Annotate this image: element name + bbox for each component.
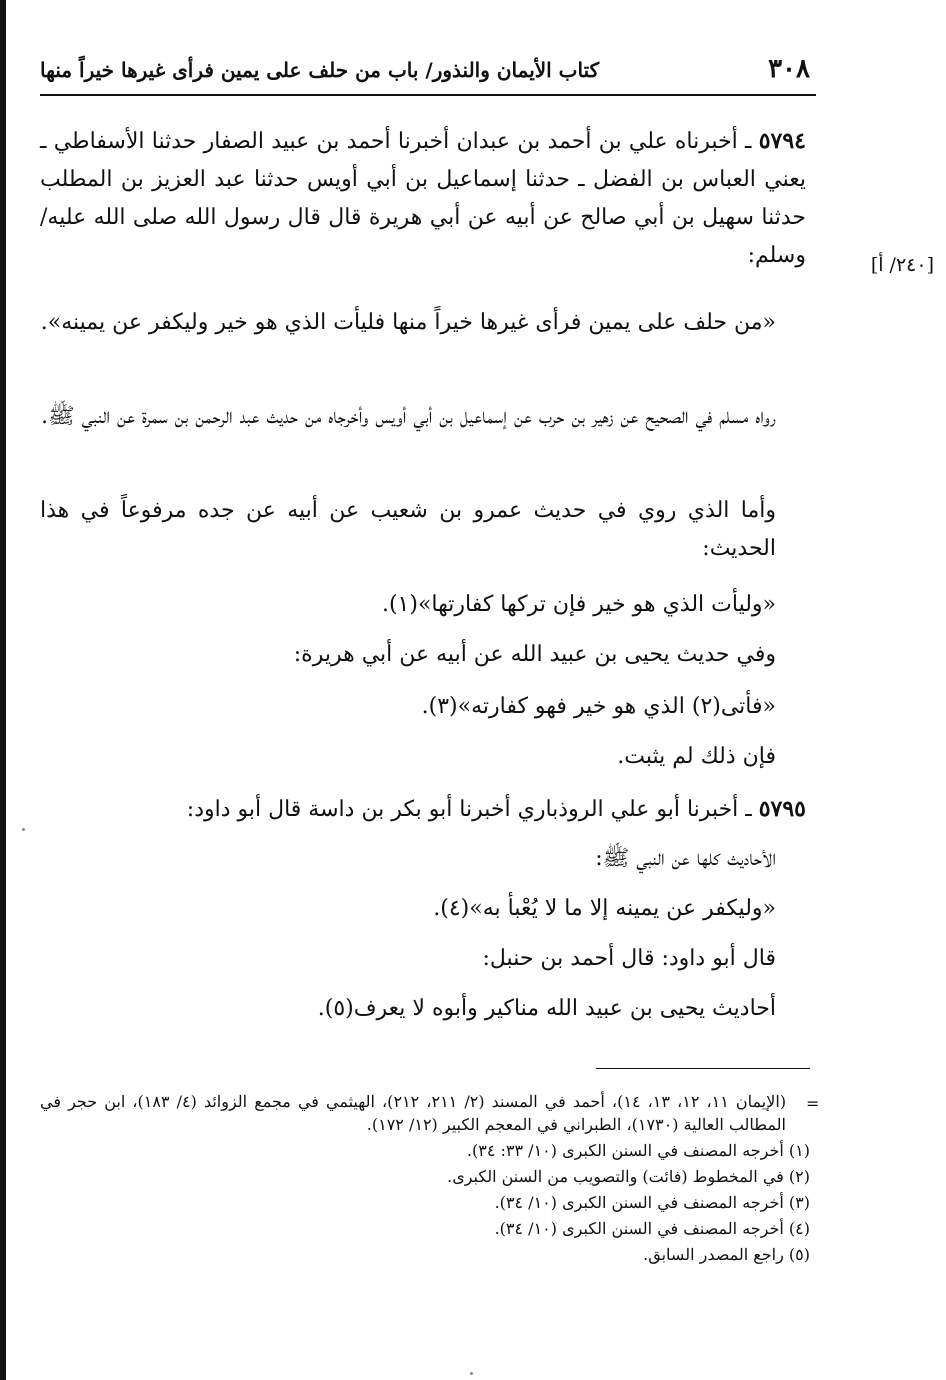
- footnote-4: (٤) أخرجه المصنف في السنن الكبرى (١٠/ ٣٤).: [494, 1219, 810, 1238]
- hadith-5794: [40, 122, 806, 275]
- paragraph-text: ـ أخبرنا أبو علي الروذباري أخبرنا أبو بكر بن داسة قال أبو داود:: [186, 797, 759, 822]
- scan-speck: [22, 828, 25, 831]
- footnote-2: (٢) في المخطوط (فائت) والتصويب من السنن الكبرى.: [447, 1167, 810, 1186]
- hadith-number: ٥٧٩٤: [758, 128, 806, 154]
- page-number: ٣٠٨: [768, 54, 810, 84]
- quote-footnote-1: «وليأت الذي هو خير فإن تركها كفارتها»(١).: [381, 592, 776, 617]
- paragraph-amr-hadith: وأما الذي روي في حديث عمرو بن شعيب عن أبيه عن جده مرفوعاً في هذا الحديث:: [40, 498, 776, 561]
- hadith-number: ٥٧٩٥: [758, 796, 806, 822]
- paragraph-text: ـ أخبرناه علي بن أحمد بن عبدان أخبرنا أحمد بن عبيد الصفار حدثنا الأسفاطي ـ يعني العباس بن الفضل ـ حدثنا إسماعيل بن أبي أويس حدثنا عبد العزيز بن المطلب حدثنا سهيل بن أبي صالح عن أبيه عن أبي هريرة قال قال رسول الله صلى الله عليه/ وسلم:: [40, 129, 806, 268]
- hadith-5795: [40, 790, 806, 829]
- scan-edge: [0, 0, 6, 1380]
- paragraph-verdict: فإن ذلك لم يثبت.: [617, 744, 776, 769]
- paragraph-abu-dawud: قال أبو داود: قال أحمد بن حنبل:: [482, 946, 776, 971]
- footnote-5: (٥) راجع المصدر السابق.: [643, 1245, 810, 1264]
- footnote-3: (٣) أخرجه المصنف في السنن الكبرى (١٠/ ٣٤).: [494, 1193, 810, 1212]
- page-header: [40, 50, 816, 96]
- quote-footnote-4: «وليكفر عن يمينه إلا ما لا يُعْبأ به»(٤).: [433, 896, 776, 921]
- scan-speck: [470, 1372, 473, 1375]
- paragraph-yahya-hadith: وفي حديث يحيى بن عبيد الله عن أبيه عن أبي هريرة:: [293, 642, 776, 667]
- manuscript-folio-note: [٢٤٠/ أ]: [870, 254, 934, 276]
- running-title: كتاب الأيمان والنذور/ باب من حلف على يمين فرأى غيرها خيراً منها: [40, 58, 600, 82]
- footnote-divider: [596, 1068, 810, 1069]
- footnote-continuation: (الإيمان ١١، ١٢، ١٣، ١٤)، أحمد في المسند (٢/ ٢١١، ٢١٢)، الهيثمي في مجمع الزوائد (٤/ ١٨٣)، ابن حجر في المطالب العالية (١٧٣٠)، الطبراني في المعجم الكبير (١٢/ ١٧٢).: [40, 1092, 787, 1134]
- quote-footnote-3: «فأتى(٢) الذي هو خير فهو كفارته»(٣).: [421, 694, 776, 719]
- paragraph-narration: رواه مسلم في الصحيح عن زهير بن حرب عن إسماعيل بن أبي أويس وأخرجاه من حديث عبد الرحمن بن سمرة عن النبي ﷺ.: [41, 404, 776, 429]
- paragraph-ahmad-opinion: أحاديث يحيى بن عبيد الله مناكير وأبوه لا يعرف(٥).: [317, 996, 776, 1021]
- footnotes: [40, 1090, 810, 1269]
- footnote-1: (١) أخرجه المصنف في السنن الكبرى (١٠/ ٣٣: ٣٤).: [466, 1141, 810, 1160]
- hadith-quote: «من حلف على يمين فرأى غيرها خيراً منها فليأت الذي هو خير وليكفر عن يمينه».: [40, 310, 776, 335]
- footnote-continuation-mark: =: [806, 1094, 820, 1113]
- paragraph-all-hadiths: الأحاديث كلها عن النبي ﷺ:: [595, 846, 776, 871]
